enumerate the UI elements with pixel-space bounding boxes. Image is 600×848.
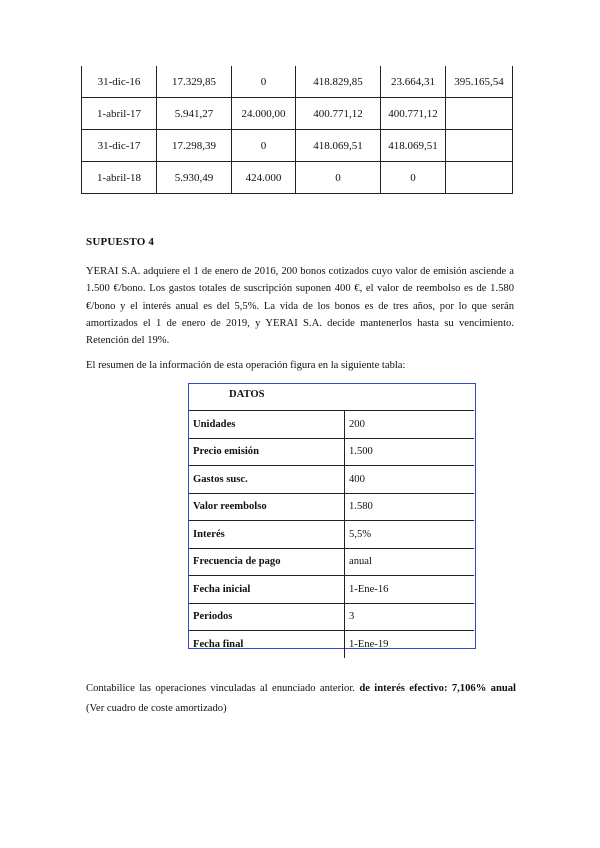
table-row: [82, 66, 513, 98]
table-cell: 17.298,39: [157, 130, 232, 162]
datos-row: [189, 603, 474, 631]
datos-value: 1.580: [345, 493, 475, 521]
table-cell: 395.165,54: [446, 66, 513, 98]
datos-row: [189, 521, 474, 549]
datos-row: [189, 438, 474, 466]
closing-note: (Ver cuadro de coste amortizado): [86, 703, 227, 714]
table-cell: [446, 130, 513, 162]
datos-title: DATOS: [229, 389, 265, 400]
table-cell: [446, 162, 513, 194]
datos-value: 3: [345, 603, 475, 631]
datos-value: anual: [345, 548, 475, 576]
table-cell: 424.000: [232, 162, 296, 194]
amortization-table: [81, 66, 513, 194]
table-cell: 1-abril-17: [82, 98, 157, 130]
table-row: [82, 162, 513, 194]
table-cell: 0: [232, 66, 296, 98]
table-cell: 400.771,12: [381, 98, 446, 130]
datos-label: Precio emisión: [189, 438, 345, 466]
problem-statement: YERAI S.A. adquiere el 1 de enero de 2016, 200 bonos cotizados cuyo valor de emisión asciende a 1.500 €/bono. Los gastos totales de suscripción suponen 400 €, el valor de reembolso es de 1.580 €/bono y el interés anual es del 5,5%. La vida de los bonos es de tres años, por lo que serán amortizados el 1 de enero de 2019, y YERAI S.A. decide mantenerlos hasta su vencimiento. Retención del 19%.: [86, 266, 514, 347]
table-cell: 0: [232, 130, 296, 162]
table-row: [82, 130, 513, 162]
table-intro: El resumen de la información de esta operación figura en la siguiente tabla:: [86, 360, 406, 371]
table-cell: 0: [381, 162, 446, 194]
datos-row: [189, 576, 474, 604]
datos-table: [189, 410, 474, 658]
table-row: [82, 98, 513, 130]
datos-value: 200: [345, 411, 475, 439]
datos-label: Valor reembolso: [189, 493, 345, 521]
table-cell: 17.329,85: [157, 66, 232, 98]
datos-value: 1-Ene-16: [345, 576, 475, 604]
datos-label: Frecuencia de pago: [189, 548, 345, 576]
datos-label: Unidades: [189, 411, 345, 439]
datos-label: Fecha final: [189, 631, 345, 658]
datos-label: Periodos: [189, 603, 345, 631]
section-heading: SUPUESTO 4: [86, 236, 155, 248]
closing-bold-text: de interés efectivo: 7,106% anual: [359, 683, 516, 694]
datos-label: Gastos susc.: [189, 466, 345, 494]
datos-table-box: [188, 383, 476, 649]
table-cell: 5.930,49: [157, 162, 232, 194]
datos-label: Interés: [189, 521, 345, 549]
closing-text: Contabilice las operaciones vinculadas al enunciado anterior.: [86, 683, 355, 694]
datos-label: Fecha inicial: [189, 576, 345, 604]
table-cell: 5.941,27: [157, 98, 232, 130]
datos-value: 5,5%: [345, 521, 475, 549]
datos-row: [189, 548, 474, 576]
closing-instruction: [86, 679, 516, 719]
datos-row: [189, 411, 474, 439]
table-cell: [446, 98, 513, 130]
datos-row: [189, 631, 474, 658]
datos-value: 400: [345, 466, 475, 494]
table-cell: 0: [296, 162, 381, 194]
table-cell: 31-dic-16: [82, 66, 157, 98]
datos-row: [189, 493, 474, 521]
table-cell: 400.771,12: [296, 98, 381, 130]
datos-value: 1.500: [345, 438, 475, 466]
table-cell: 1-abril-18: [82, 162, 157, 194]
datos-row: [189, 466, 474, 494]
table-cell: 31-dic-17: [82, 130, 157, 162]
table-cell: 418.829,85: [296, 66, 381, 98]
datos-value: 1-Ene-19: [345, 631, 475, 658]
table-cell: 23.664,31: [381, 66, 446, 98]
table-cell: 24.000,00: [232, 98, 296, 130]
table-cell: 418.069,51: [381, 130, 446, 162]
table-cell: 418.069,51: [296, 130, 381, 162]
